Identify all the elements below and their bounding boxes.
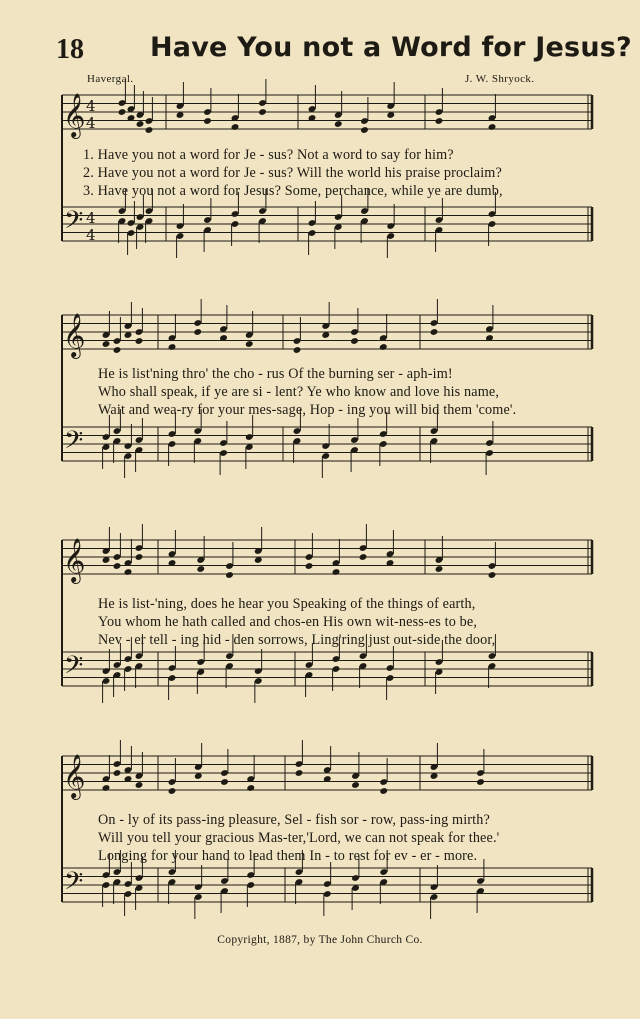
lyric-line: Wait and wea-ry for your mes-sage, Hop - ing you will bid them 'come'. bbox=[98, 402, 517, 418]
notehead bbox=[145, 126, 154, 134]
notehead bbox=[225, 571, 234, 579]
notehead bbox=[295, 769, 304, 777]
lyric-line: He is list'ning thro' the cho - rus Of the burning ser - aph-im! bbox=[98, 366, 453, 382]
hymn-title: Have You not a Word for Jesus? bbox=[150, 32, 632, 63]
lyric-line: On - ly of its pass-ing pleasure, Sel - fish sor - row, pass-ing mirth? bbox=[98, 812, 490, 828]
notehead bbox=[193, 328, 202, 336]
notehead bbox=[168, 343, 177, 351]
time-signature: 4 bbox=[86, 226, 96, 244]
time-signature: 4 bbox=[86, 209, 96, 227]
notehead bbox=[245, 340, 254, 348]
notehead bbox=[203, 117, 212, 125]
notehead bbox=[350, 337, 359, 345]
notehead bbox=[135, 553, 144, 561]
notehead bbox=[168, 787, 177, 795]
bass-clef-icon: 𝄢 bbox=[64, 206, 84, 241]
notehead bbox=[379, 343, 388, 351]
notehead bbox=[196, 565, 205, 573]
notehead bbox=[135, 781, 144, 789]
page-number: 18 bbox=[56, 34, 84, 65]
time-signature: 4 bbox=[86, 97, 96, 115]
time-signature: 4 bbox=[86, 114, 96, 132]
bass-clef-icon: 𝄢 bbox=[64, 651, 84, 686]
notehead bbox=[246, 784, 255, 792]
notehead bbox=[113, 769, 122, 777]
notehead bbox=[113, 346, 122, 354]
lyric-line: Nev - er tell - ing hid - den sorrows, Ling'ring just out-side the door, bbox=[98, 632, 496, 648]
notehead bbox=[220, 778, 229, 786]
lyric-line: Who shall speak, if ye are si - lent? Ye who know and love his name, bbox=[98, 384, 500, 400]
notehead bbox=[136, 120, 145, 128]
notehead bbox=[102, 340, 111, 348]
notehead bbox=[476, 778, 485, 786]
composer-credit: J. W. Shryock. bbox=[465, 73, 535, 85]
lyric-line: He is list-'ning, does he hear you Speaking of the things of earth, bbox=[98, 596, 476, 612]
lyricist-credit: Havergal. bbox=[87, 73, 134, 85]
notehead bbox=[231, 123, 240, 131]
treble-clef-icon: 𝄞 bbox=[63, 754, 86, 798]
notehead bbox=[379, 787, 388, 795]
treble-clef-icon: 𝄞 bbox=[63, 313, 86, 357]
notehead bbox=[360, 126, 369, 134]
notehead bbox=[488, 123, 497, 131]
lyric-line: 1. Have you not a word for Je - sus? Not a word to say for him? bbox=[83, 147, 454, 163]
notehead bbox=[124, 568, 133, 576]
notehead bbox=[305, 562, 314, 570]
treble-clef-icon: 𝄞 bbox=[63, 93, 86, 137]
notehead bbox=[332, 568, 341, 576]
lyric-line: Will you tell your gracious Mas-ter,'Lord, we can not speak for thee.' bbox=[98, 830, 500, 846]
notehead bbox=[118, 108, 127, 116]
lyric-line: You whom he hath called and chos-en His own wit-ness-es to be, bbox=[98, 614, 478, 630]
lyric-line: Longing for your hand to lead them In - to rest for ev - er - more. bbox=[98, 848, 478, 864]
notehead bbox=[351, 781, 360, 789]
notehead bbox=[258, 108, 267, 116]
notehead bbox=[435, 565, 444, 573]
bass-clef-icon: 𝄢 bbox=[64, 426, 84, 461]
notehead bbox=[334, 120, 343, 128]
notehead bbox=[488, 571, 497, 579]
lyric-line: 2. Have you not a word for Je - sus? Will the world his praise proclaim? bbox=[83, 165, 502, 181]
bass-clef-icon: 𝄢 bbox=[64, 867, 84, 902]
treble-clef-icon: 𝄞 bbox=[63, 538, 86, 582]
notehead bbox=[435, 117, 444, 125]
lyric-line: 3. Have you not a word for Jesus? Some, perchance, while ye are dumb, bbox=[83, 183, 503, 199]
notehead bbox=[102, 784, 111, 792]
notehead bbox=[113, 562, 122, 570]
notehead bbox=[135, 337, 144, 345]
notehead bbox=[293, 346, 302, 354]
copyright-notice: Copyright, 1887, by The John Church Co. bbox=[217, 934, 423, 946]
notehead bbox=[359, 553, 368, 561]
notehead bbox=[430, 328, 439, 336]
